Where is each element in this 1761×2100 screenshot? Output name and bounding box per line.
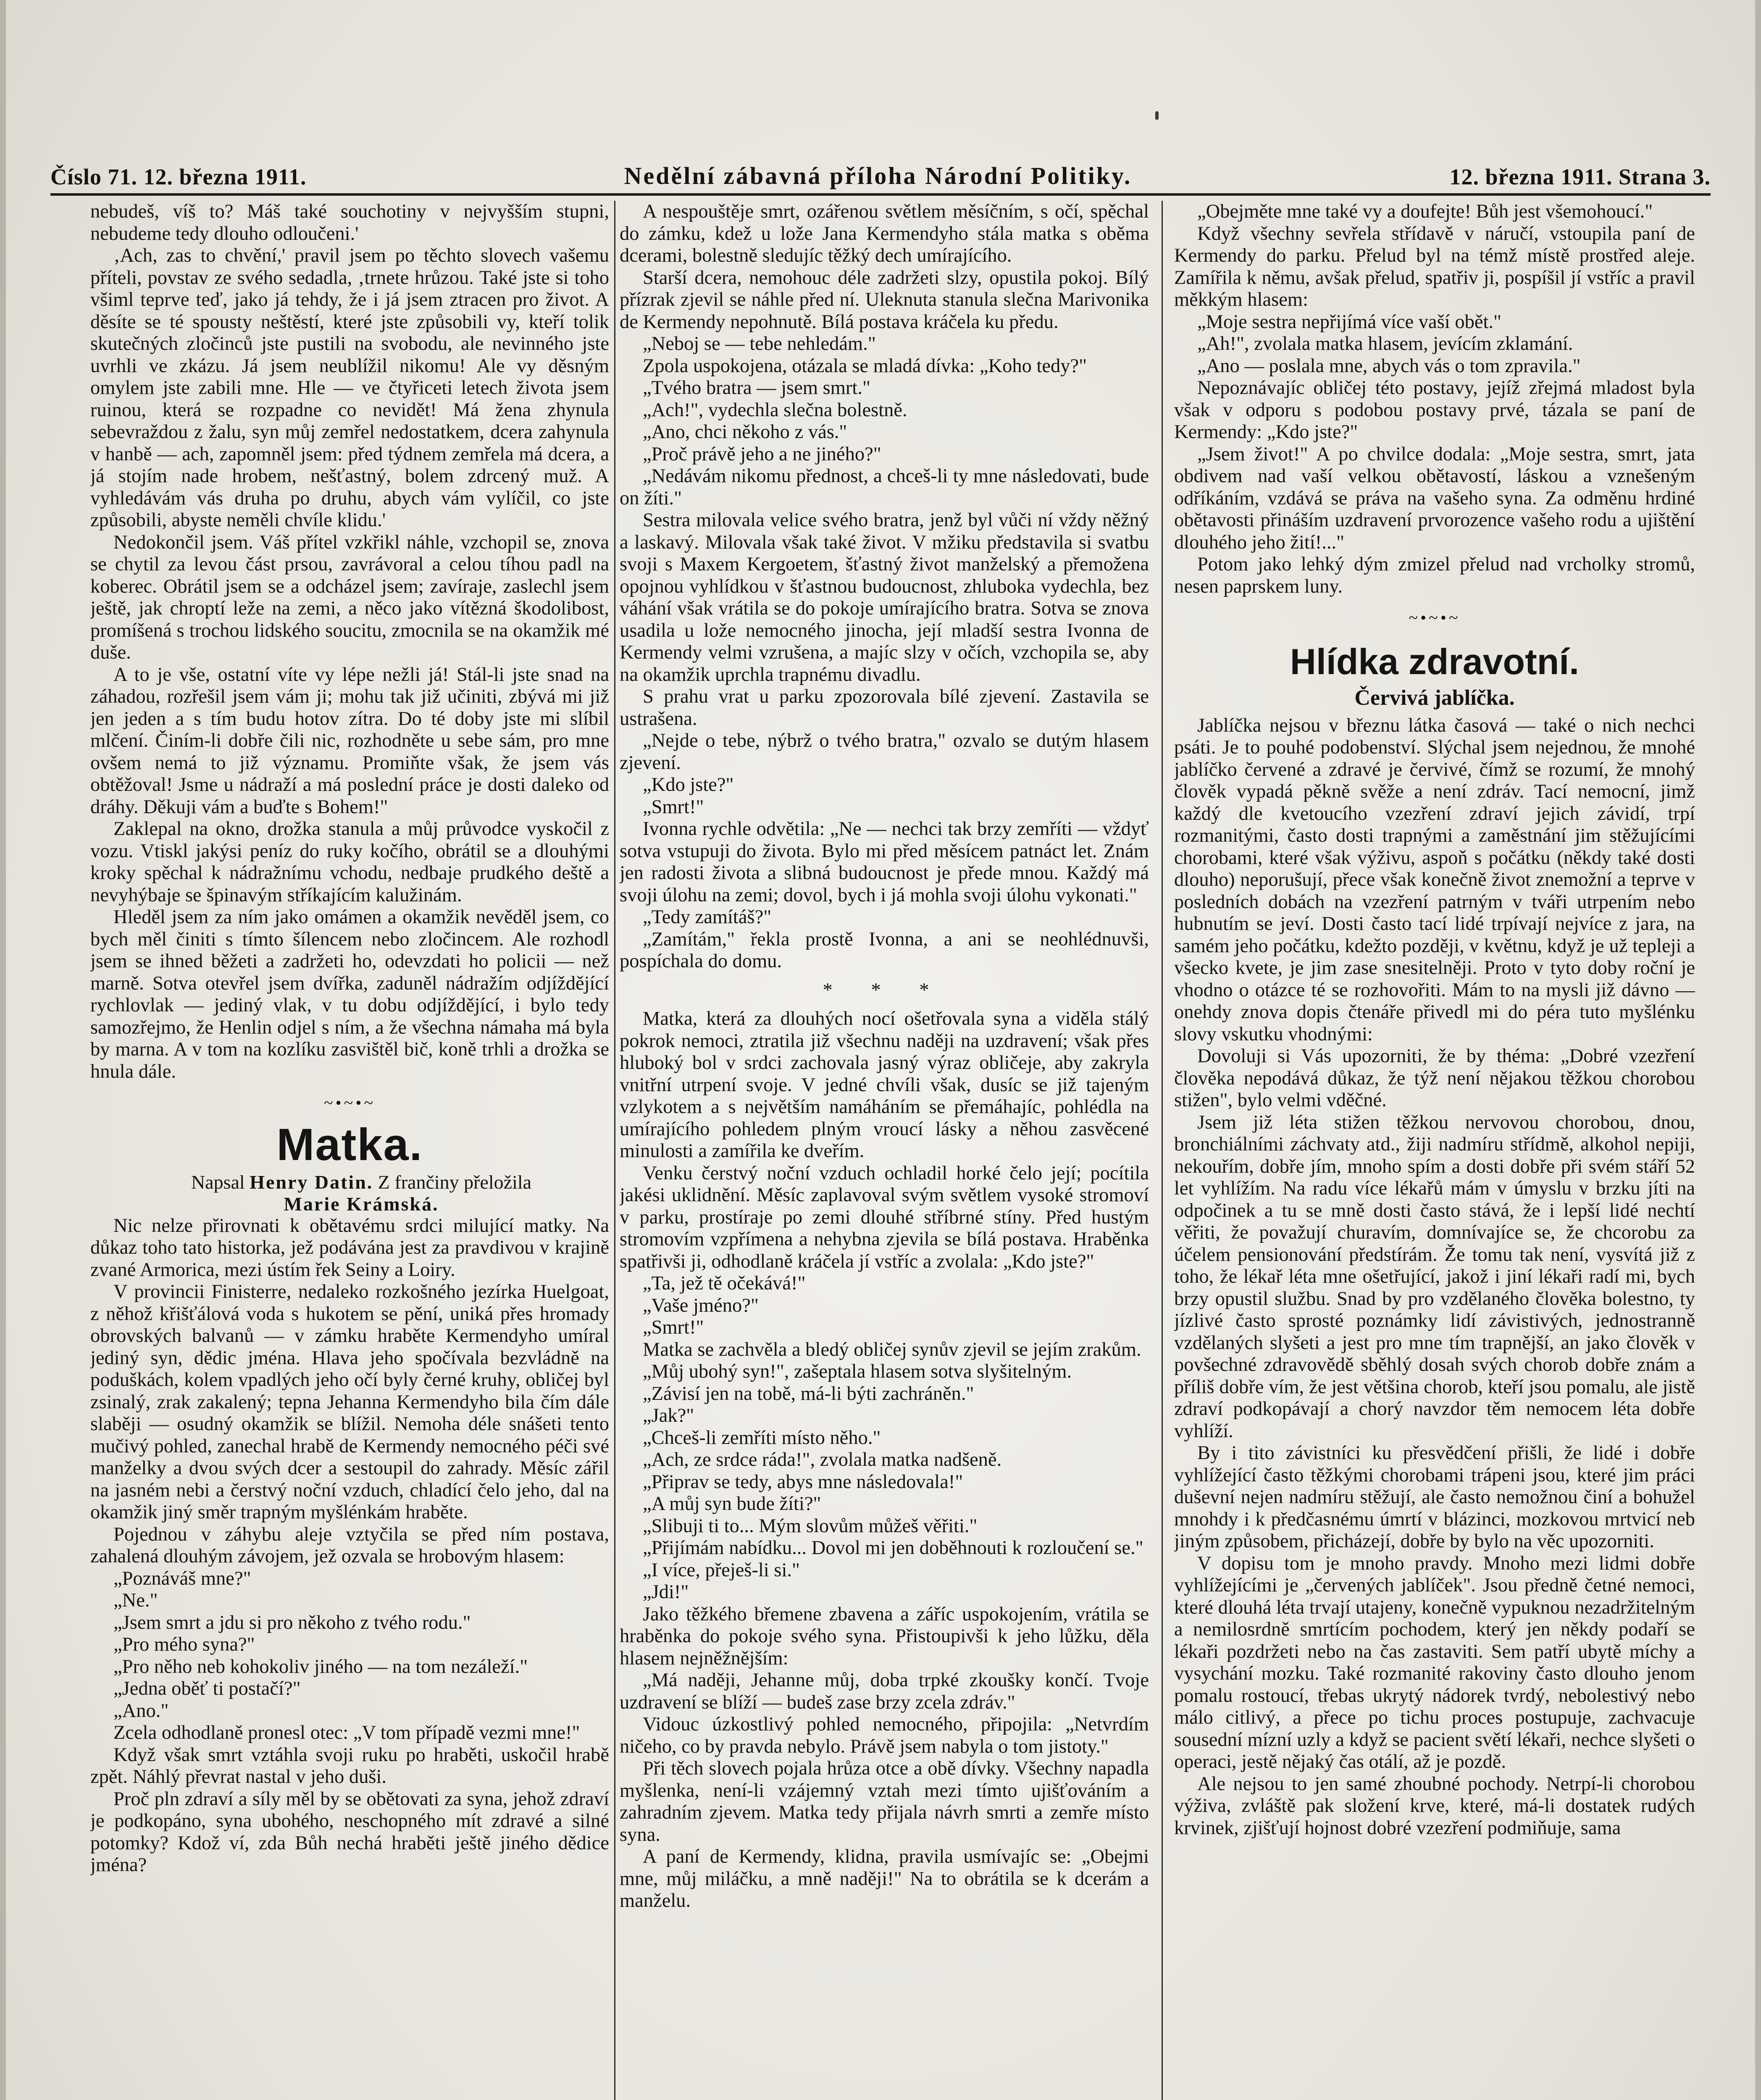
byline-translated: Z frančiny přeložila — [378, 1171, 532, 1193]
paragraph: Ale nejsou to jen samé zhoubné pochody. Netrpí-li chorobou výživa, zvláště pak složení krve, které, má-li dostatek rudých krvinek, zjišťují hojnost dobré vzezření podmiňuje, sama — [1174, 1773, 1695, 1839]
dialogue-line: „Smrt!" — [643, 796, 704, 818]
dialogue-line: „Obejměte mne také vy a doufejte! Bůh jest všemohoucí." — [1197, 201, 1653, 222]
paragraph: Při těch slovech pojala hrůza otce a obě dívky. Všechny napadla myšlenka, není-li vzájemný vztah mezi tímto ujišťováním a zahradním zjevem. Matka tedy přijala návrh smrti a zemře místo syna. — [620, 1758, 1149, 1845]
byline-prefix: Napsal — [191, 1171, 245, 1193]
paragraph: Starší dcera, nemohouc déle zadržeti slzy, opustila pokoj. Bílý přízrak zjevil se náhle před ní. Uleknuta stanula slečna Marivonika de Kermendy nepohnutě. Bílá postava kráčela ku předu. — [620, 267, 1149, 333]
dialogue-line: „Pro mého syna?" — [113, 1634, 255, 1655]
header-page: 12. března 1911. Strana 3. — [1449, 164, 1711, 189]
column-1 — [90, 201, 609, 2100]
dialogue-line: „Nedávám nikomu přednost, a chceš-li ty mne následovati, bude on žíti." — [620, 465, 1149, 509]
paragraph: Jablíčka nejsou v březnu látka časová — také o nich nechci psáti. Je to pouhé podobenství. Slýchal jsem nejednou, že mnohé jablíčko červené a zdravé je červivé, čímž se rozumí, že mnohý člověk vypadá pěkně svěže a není zdráv. Tací nemocní, jimž každý dle kvetoucího vzezření zdraví jejich závidí, trpí rozmanitými, často dosti trapnými a zaměstnání jim stěžujícími chorobami, které však výživu, aspoň s počátku (někdy také dosti dlouho) neporušují, přece však konečně život znemožní a teprve v posledních dobách na vzezření patrným v tváři utrpením nebo hubnutím se jeví. Dosti často tací lidé trpívají nejvíce z jara, na samém jeho počátku, kdežto později, v květnu, když je už tepleji a všecko kvete, je jim zase snesitelněji. Proto v tyto doby roční je vhodno o otázce té se rozhovořiti. Mám to na mysli již dávno — onehdy znova dopis čtenáře přivedl mi do péra tuto myšlénku slovy vskutku vhodnými: — [1174, 714, 1695, 1045]
dialogue-line: „Jak?" — [643, 1405, 694, 1426]
paragraph: Vidouc úzkostlivý pohled nemocného, připojila: „Netvrdím ničeho, co by pravda nebylo. Právě jsem nabyla o tom jistoty." — [620, 1714, 1149, 1757]
author-name: Henry Datin. — [250, 1171, 373, 1193]
header-title: Nedělní zábavná příloha Národní Politiky. — [624, 162, 1132, 189]
dialogue-line: „Přijímám nabídku... Dovol mi jen doběhnouti k rozloučení se." — [643, 1537, 1143, 1559]
dialogue-line: „A můj syn bude žíti?" — [643, 1493, 821, 1515]
dialogue-line: „Moje sestra nepřijímá více vaší obět." — [1197, 311, 1501, 333]
paragraph: Zcela odhodlaně pronesl otec: „V tom případě vezmi mne!" — [113, 1722, 580, 1743]
paragraph: Proč pln zdraví a síly měl by se obětovati za syna, jehož zdraví je podkopáno, syna ubohého, neschopného mít zdravé a silné potomky? Kdož ví, zda Bůh nechá hraběti ještě jiného dědice jména? — [90, 1788, 609, 1876]
translator-name: Marie Krámská. — [284, 1193, 439, 1215]
paragraph: „Jsem život!" A po chvilce dodala: „Moje sestra, smrt, jata obdivem nad vaší velkou obětavostí, láskou a vznešeným odříkáním, vzdává se práva na vašeho syna. Za odměnu hrdiné obětavosti přináším uzdravení prvorozence vašeho rodu a ujištění dlouhého jeho žití!..." — [1174, 443, 1695, 553]
column-3 — [1174, 201, 1695, 2100]
dialogue-line: „Smrt!" — [643, 1317, 704, 1338]
paragraph: Nepoznávajíc obličej této postavy, jejíž zřejmá mladost byla však v odporu s podobou postavy prvé, tázala se paní de Kermendy: „Kdo jste?" — [1174, 377, 1695, 443]
dialogue-line: „Pro něho neb kohokoliv jiného — na tom nezáleží." — [113, 1656, 528, 1677]
dialogue-line: „Závisí jen na tobě, má-li býti zachráněn." — [643, 1383, 974, 1404]
dialogue-line: „Jdi!" — [643, 1581, 689, 1603]
column-2 — [620, 201, 1149, 2100]
scan-edge-right — [1755, 0, 1761, 2100]
column-divider-1 — [614, 201, 615, 2100]
dialogue-line: „Nejde o tebe, nýbrž o tvého bratra," ozvalo se dutým hlasem zjevení. — [620, 730, 1149, 774]
paragraph: Dovoluji si Vás upozorniti, že by théma: „Dobré vzezření člověka nepodává důkaz, že týž není nějakou těžkou chorobou stižen", bylo velmi vděčné. — [1174, 1045, 1695, 1111]
dialogue-line: „I více, přeješ-li si." — [643, 1559, 800, 1581]
paragraph: Nedokončil jsem. Váš přítel vzkřikl náhle, vzchopil se, znova se chytil za levou část prsou, zavrávoral a celou tíhou padl na koberec. Obrátil jsem se a odcházel jsem; zavíraje, zaslechl jsem ještě, jak chroptí leže na zemi, a něco jako vítězná škodolibost, promíšená s trochou lidského soucitu, zmocnila se na okamžik mé duše. — [90, 531, 609, 663]
paragraph: Venku čerstvý noční vzduch ochladil horké čelo její; pocítila jakési uklidnění. Měsíc zaplavoval svým světlem vysoké stromoví v parku, prostíraje po zemi dlouhé stříbrné stíny. Před hustým stromovím vzpřímena a nehybna zjevila se bílá postava. Hraběnka spatřivši ji, odhodlaně kráčela jí vstříc a zvolala: „Kdo jste?" — [620, 1162, 1149, 1272]
dialogue-line: „Ne." — [113, 1590, 158, 1611]
paragraph: Když však smrt vztáhla svoji ruku po hraběti, uskočil hrabě zpět. Náhlý převrat nastal v jeho duši. — [90, 1744, 609, 1788]
paragraph: A paní de Kermendy, klidna, pravila usmívajíc se: „Obejmi mne, můj miláčku, a mně naději!" Na to obrátila se k dcerám a manželu. — [620, 1846, 1149, 1911]
dialogue-line: „Tedy zamítáš?" — [643, 906, 772, 928]
dialogue-line: „Ah!", zvolala matka hlasem, jevícím zklamání. — [1197, 333, 1573, 354]
header-rule — [50, 193, 1711, 196]
dialogue-line: „Proč právě jeho a ne jiného?" — [643, 443, 881, 465]
paragraph: Jako těžkého břemene zbavena a záříc uspokojením, vrátila se hraběnka do pokoje svého syna. Přistoupivši k jeho lůžku, děla hlasem nejněžnějším: — [620, 1603, 1149, 1669]
paragraph: V provincii Finisterre, nedaleko rozkošného jezírka Huelgoat, z něhož křišťálová voda s hukotem se pění, uniká přes hromady obrovských balvanů — v zámku hraběte Kermendyho umíral jediný syn, dědic jména. Hlava jeho spočívala bezvládně na poduškách, kolem vpadlých jeho očí byly černé kruhy, obličej byl zsinalý, zrak zakalený; tepna Jehanna Kermendyho bila čím dále slaběji — osudný okamžik se blížil. Nemoha déle snášeti tento mučivý pohled, zanechal hrabě de Kermendy nemocného péči své manželky a dvou svých dcer a sestoupil do zahrady. Měsíc zářil na jasném nebi a čerstvý noční vzduch, chladící čelo jeho, dal na okamžik jiný směr trapným myšlénkám hraběte. — [90, 1281, 609, 1523]
paragraph: Potom jako lehký dým zmizel přelud nad vrcholky stromů, nesen paprskem luny. — [1174, 554, 1695, 597]
story-byline — [90, 1171, 609, 1193]
dialogue-line: „Ano, chci někoho z vás." — [643, 421, 847, 443]
paragraph: Pojednou v záhybu aleje vztyčila se před ním postava, zahalená dlouhým závojem, jež ozvala se hrobovým hlasem: — [90, 1523, 609, 1567]
dialogue-line: „Připrav se tedy, abys mne následovala!" — [643, 1471, 963, 1493]
dialogue-line: „Poznáváš mne?" — [113, 1567, 251, 1589]
paragraph: ‚Ach, zas to chvění,' pravil jsem po těchto slovech vašemu příteli, povstav ze svého sedadla, ‚trnete hrůzou. Také jste si toho všiml teprve teď, jako já tehdy, že i já jsem ztracen pro život. A děsíte se té spousty neštěstí, které jste způsobili vy, kteří tolik skutečných zločinců jste pustili na svobodu, ale nevinného jste uvrhli ve zkázu. Já jsem neublížil nikomu! Ale vy děsným omylem jste zabili mne. Hle — ve čtyřiceti letech života jsem ruinou, která se rozpadne co nevidět! Má žena zhynula sebevraždou z žalu, syn můj zemřel nedostatkem, dcera zahynula v hanbě — ach, zapomněl jsem: před týdnem zemřela má dcera, a já stojím nade hrobem, nešťastný, bolem zdrcený muž. A vyhledávám vás druha po druhu, abych vám vylíčil, co jste způsobili, abyste neměli chvíle klidu.' — [90, 245, 609, 531]
dialogue-line: „Slibuji ti to... Mým slovům můžeš věřiti." — [643, 1515, 978, 1537]
scan-edge-left — [0, 0, 6, 2100]
paragraph: Zaklepal na okno, drožka stanula a můj průvodce vyskočil z vozu. Vtiskl jakýsi peníz do ruky kočího, obrátil se a dlouhými kroky spěchal k nádražnímu vchodu, nedbaje prudkého deště a nevyhýbaje se špinavým stříkajícím kalužinám. — [90, 818, 609, 906]
paragraph: Hleděl jsem za ním jako omámen a okamžik nevěděl jsem, co bych měl činiti s tímto šílencem nebo zločincem. Ale rozhodl jsem se ihned běžeti a zadržeti ho, odevzdati ho policii — než marně. Sotva otevřel jsem dvířka, zaduněl nádražím odjíždějící rychlovlak — jediný vlak, v tu dobu odjíždějící, i bylo tedy samozřejmo, že Henlin odjel s ním, a že všechna námaha má byla by marna. A v tom na kozlíku zasvištěl bič, koně trhli a drožka se hnula dále. — [90, 906, 609, 1082]
section-title: Hlídka zdravotní. — [1290, 641, 1580, 682]
paragraph: S prahu vrat u parku zpozorovala bílé zjevení. Zastavila se ustrašena. — [620, 686, 1149, 730]
paragraph: V dopisu tom je mnoho pravdy. Mnoho mezi lidmi dobře vyhlížejícími je „červených jablíček". Jsou předně četné nemoci, které dlouhá léta trvají utajeny, konečně vypuknou nezadržitelným a nemilosrdně smrtícím pochodem, který jen někdy podaří se lékaři pozdržeti nebo na čas zastaviti. Sem patří ubytě míchy a vysychání mozku. Také rozmanité rakoviny často dlouho jenom pomalu rostoucí, třebas ukrytý nádorek tvrdý, nebolestivý nebo málo citlivý, a přece po tichu proces postupuje, zachvacuje sousední mízní uzly a když se pacient světí lékaři, nechce slyšeti o operaci, jestě nějaký čas otálí, až je pozdě. — [1174, 1552, 1695, 1772]
paragraph: „Zamítám," řekla prostě Ivonna, a ani se neohlédnuvši, pospíchala do domu. — [620, 928, 1149, 972]
dialogue-line: „Kdo jste?" — [643, 774, 734, 795]
dialogue-line: „Má naději, Jehanne můj, doba trpké zkoušky končí. Tvoje uzdravení se blíží — budeš zase brzy zcela zdráv." — [620, 1670, 1149, 1713]
paragraph: Ivonna rychle odvětila: „Ne — nechci tak brzy zemříti — vždyť sotva vstupuji do života. Bylo mi před měsícem patnáct let. Znám jen radosti života a slibná budoucnost je přede mnou. Každý má svoji úlohu na zemi; dovol, bych i já mohla svoji úlohu vykonati." — [620, 818, 1149, 906]
paragraph: nebudeš, víš to? Máš také souchotiny v nejvyšším stupni, nebudeme tedy dlouho odloučeni.' — [90, 201, 609, 244]
dialogue-line: „Neboj se — tebe nehledám." — [643, 333, 876, 354]
section-break-stars: * * * — [823, 979, 946, 1001]
dialogue-line: „Tvého bratra — jsem smrt." — [643, 377, 870, 399]
dialogue-line: „Ta, jež tě očekává!" — [643, 1273, 806, 1294]
paragraph: Nic nelze přirovnati k obětavému srdci milující matky. Na důkaz toho tato historka, jež podávána jest za pravdivou v krajině zvané Armorica, mezi ústím řek Seiny a Loiry. — [90, 1215, 609, 1281]
dialogue-line: „Vaše jméno?" — [643, 1294, 759, 1316]
running-header — [50, 156, 1711, 190]
column-divider-2 — [1162, 201, 1163, 2100]
paragraph: By i tito závistníci ku přesvědčení přišli, že lidé i dobře vyhlížející často těžkými chorobami trápeni jsou, které jim práci duševní nejen nadmíru stěžují, ale často nemožnou činí a bohužel mnohdy i k předčasnému úmrtí v blázinci, mozkovou mrtvicí neb jiným způsobem, přicházejí, dobře by bylo na věc upozorniti. — [1174, 1442, 1695, 1552]
dialogue-line: „Můj ubohý syn!", zašeptala hlasem sotva slyšitelným. — [643, 1361, 1072, 1382]
paragraph: Zpola uspokojena, otázala se mladá dívka: „Koho tedy?" — [643, 355, 1087, 377]
dialogue-line: „Chceš-li zemříti místo něho." — [643, 1427, 881, 1449]
dialogue-line: „Ach!", vydechla slečna bolestně. — [643, 399, 907, 421]
translator-line — [90, 1193, 609, 1215]
dialogue-line: „Ach, ze srdce ráda!", zvolala matka nadšeně. — [643, 1449, 1002, 1470]
paragraph: Když všechny sevřela střídavě v náručí, vstoupila paní de Kermendy do parku. Přelud byl na témž místě prostřed aleje. Zamířila k němu, avšak přelud, spatřiv ji, pospíšil jí vstříc a pravil měkkým hlasem: — [1174, 223, 1695, 310]
paragraph: Sestra milovala velice svého bratra, jenž byl vůči ní vždy něžný a laskavý. Milovala však také život. V mžiku představila si svatbu svoji s Maxem Kergoetem, šťastný život manželský a přemožena opojnou vyhlídkou v šťastnou budoucnost, zhluboka vydechla, bez váhání však vrátila se do pokoje umírajícího bratra. Sotva se znova usadila u lože nemocného jinocha, její mladší sestra Ivonna de Kermendy velmi vzrušena, a majíc slzy v očích, vzchopila se, aby na okamžik uprchla trapnému divadlu. — [620, 509, 1149, 685]
dialogue-line: „Ano." — [113, 1700, 169, 1722]
section-ornament: ~•~•~ — [324, 1093, 376, 1112]
paragraph: A to je vše, ostatní víte vy lépe nežli já! Stál-li jste snad na záhadou, rozřešil jsem vám ji; mohu tak již učiniti, zbývá mi již jen jeden a s tím budu hotov zítra. Do té doby jste mi slíbil mlčení. Činím-li dobře čili nic, rozhodněte u sebe sám, pro mne ovšem nemá to již významu. Promiňte však, že jsem vás obtěžoval! Jsme u nádraží a má poslední práce je dosti daleko od dráhy. Děkuji vám a buďte s Bohem!" — [90, 664, 609, 818]
paragraph: Matka se zachvěla a bledý obličej synův zjevil se jejím zrakům. — [643, 1339, 1141, 1360]
dialogue-line: „Jsem smrt a jdu si pro někoho z tvého rodu." — [113, 1612, 471, 1633]
paragraph: Jsem již léta stižen těžkou nervovou chorobou, dnou, bronchiálními záchvaty atd., žiji nadmíru střídmě, alkohol nepiji, nekouřím, dobře jím, mnoho spím a dosti dobře při svém stáří 52 let vyhlížím. Na radu více lékařů mám v úmyslu v brzku jíti na odpočinek a tu se mně dosti často stává, že i lepší lidé nechtí věřiti, že považují churavím, domnívajíce se, že chcorobu za účelem pensionování předstírám. Že tomu tak není, vysvítá již z toho, že lékař léta mne ošetřující, jakož i jiní lékaři radí mi, bych brzy opustil službu. Snad by pro vzdělaného člověka bolestno, ty jízlivé často sprosté poznámky lidí závistivých, jednostranně vzdělaných slyšeti a jest pro mne tím trapnější, an jako člověk v povšechné zdravovědě sběhlý dosah svých chorob dobře znám a příliš dobře vím, že jest většina chorob, kteří jsou pomalu, ale jistě zdraví podkopávají a chorý navzdor těm nemocem léta dobře vyhlíží. — [1174, 1111, 1695, 1442]
section-ornament: ~•~•~ — [1409, 608, 1461, 627]
section-subtitle: Červivá jablíčka. — [1354, 685, 1515, 710]
dialogue-line: „Ano — poslala mne, abych vás o tom zpravila." — [1197, 355, 1581, 377]
ink-mark — [1155, 111, 1159, 120]
paragraph: A nespouštěje smrt, ozářenou světlem měsíčním, s očí, spěchal do zámku, kdež u lože Jana Kermendyho stála matka s oběma dcerami, bolestně sledujíc těžký dech umírajícího. — [620, 201, 1149, 266]
header-issue: Číslo 71. 12. března 1911. — [50, 164, 307, 189]
dialogue-line: „Jedna oběť ti postačí?" — [113, 1678, 301, 1699]
paragraph: Matka, která za dlouhých nocí ošetřovala syna a viděla stálý pokrok nemoci, ztratila již všechnu naději na uzdravení; však přes hluboký bol v srdci zachovala jasný výraz obličeje, aby zakryla vnitřní utrpení svoje. V jedné chvíli však, dusíc se již tajeným vzlykotem a s největším namáháním se přemáhajíc, pohlédla na umírajícího pohledem plným vroucí lásky a něhou zasvěcené minulosti a zamířila ke dveřím. — [620, 1008, 1149, 1162]
story-title: Matka. — [276, 1118, 423, 1170]
